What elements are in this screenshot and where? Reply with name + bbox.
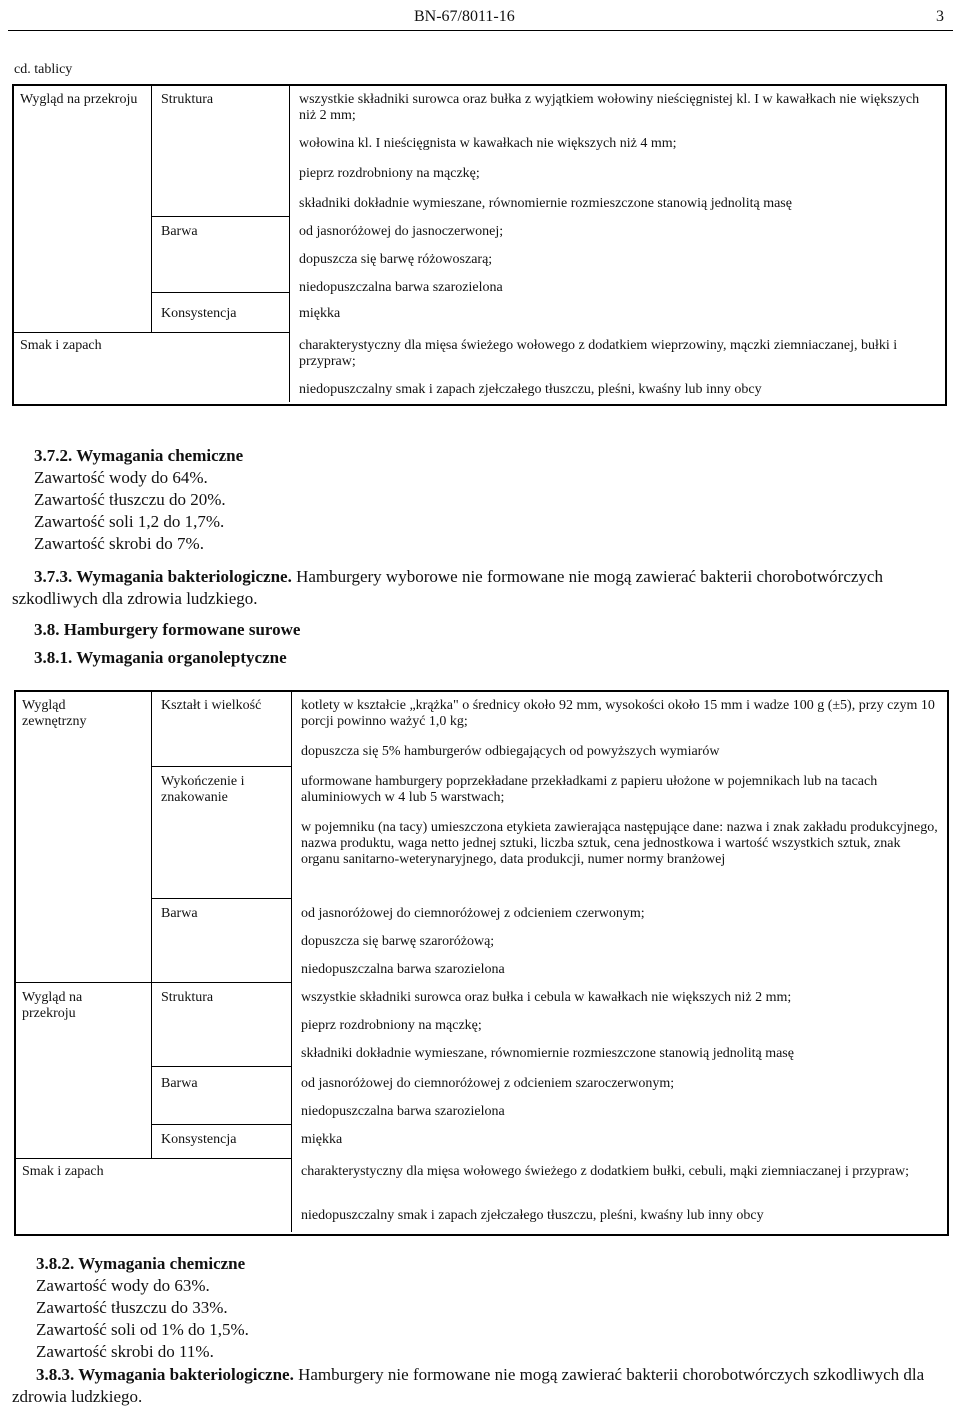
- col-divider: [291, 692, 292, 1232]
- row-label: Smak i zapach: [22, 1164, 104, 1179]
- row-sublabel: Barwa: [161, 224, 198, 239]
- cell-text: niedopuszczalna barwa szarozielona: [301, 1104, 505, 1119]
- section-heading: 3.7.2. Wymagania chemiczne: [34, 446, 244, 465]
- cell-text: niedopuszczalna barwa szarozielona: [301, 962, 505, 977]
- requirement-line: Zawartość tłuszczu do 20%.: [34, 490, 226, 509]
- row-sublabel: Struktura: [161, 990, 214, 1005]
- requirement-line: Zawartość tłuszczu do 33%.: [36, 1298, 228, 1317]
- page-number: 3: [936, 8, 944, 25]
- row-sublabel: Struktura: [161, 92, 214, 107]
- cell-text: charakterystyczny dla mięsa świeżego wołowego z dodatkiem wieprzowiny, mączki ziemniaczanej, bułki i przypraw;: [299, 338, 898, 369]
- cell-text: od jasnoróżowej do ciemnoróżowej z odcieniem czerwonym;: [301, 906, 645, 921]
- row-divider: [151, 1066, 291, 1067]
- col-divider: [289, 86, 290, 402]
- cell-text: wszystkie składniki surowca oraz bułka i cebula w kawałkach nie większych niż 2 mm;: [301, 990, 792, 1005]
- section-text: Hamburgery nie formowane nie mogą zawierać bakterii chorobotwórczych szkodliwych dla zdrowia ludzkiego.: [12, 1365, 925, 1406]
- cell-text: niedopuszczalna barwa szarozielona: [299, 280, 503, 295]
- row-label: Wygląd na przekroju: [22, 990, 83, 1021]
- section-text: Hamburgery wyborowe nie formowane nie mogą zawierać bakterii chorobotwórczych szkodliwych dla zdrowia ludzkiego.: [12, 567, 883, 608]
- row-divider: [151, 766, 291, 767]
- requirement-line: Zawartość skrobi do 11%.: [36, 1342, 214, 1361]
- col-divider: [151, 692, 152, 1158]
- requirement-line: Zawartość skrobi do 7%.: [34, 534, 204, 553]
- requirement-line: Zawartość wody do 64%.: [34, 468, 208, 487]
- cell-text: dopuszcza się 5% hamburgerów odbiegających od powyższych wymiarów: [301, 744, 720, 759]
- row-sublabel: Barwa: [161, 906, 198, 921]
- row-divider: [16, 1158, 291, 1159]
- cell-text: niedopuszczalny smak i zapach zjełczałego tłuszczu, pleśni, kwaśny lub inny obcy: [301, 1208, 764, 1223]
- cell-text: pieprz rozdrobniony na mączkę;: [299, 166, 480, 181]
- section-paragraph: [12, 1364, 948, 1408]
- row-divider: [151, 216, 289, 217]
- col-divider: [151, 86, 152, 332]
- cell-text: od jasnoróżowej do jasnoczerwonej;: [299, 224, 504, 239]
- row-divider: [151, 1124, 291, 1125]
- row-label: Wygląd zewnętrzny: [22, 698, 87, 729]
- row-sublabel: Wykończenie i znakowanie: [161, 774, 245, 805]
- cell-text: od jasnoróżowej do ciemnoróżowej z odcieniem szaroczerwonym;: [301, 1076, 675, 1091]
- cell-text: składniki dokładnie wymieszane, równomiernie rozmieszczone stanowią jednolitą masę: [299, 196, 792, 211]
- requirement-line: Zawartość soli 1,2 do 1,7%.: [34, 512, 225, 531]
- section-paragraph: [12, 566, 948, 610]
- row-sublabel: Konsystencja: [161, 306, 237, 321]
- organoleptic-table: [14, 690, 949, 1236]
- row-sublabel: Barwa: [161, 1076, 198, 1091]
- continuation-label: cd. tablicy: [14, 62, 73, 77]
- cell-text: dopuszcza się barwę różowoszarą;: [299, 252, 493, 267]
- cell-text: wszystkie składniki surowca oraz bułka z wyjątkiem wołowiny nieścięgnistej kl. I w kawałkach nie większych niż 2 mm;: [299, 92, 920, 123]
- row-divider: [14, 332, 289, 333]
- cell-text: uformowane hamburgery poprzekładane przekładkami z papieru ułożone w pojemnikach lub na tacach aluminiowych w 4 lub 5 warstwach;: [301, 774, 878, 805]
- table-continued: [12, 84, 947, 406]
- section-heading: 3.8.1. Wymagania organoleptyczne: [34, 648, 287, 667]
- row-divider: [151, 898, 291, 899]
- cell-text: wołowina kl. I nieścięgnista w kawałkach nie większych niż 4 mm;: [299, 136, 677, 151]
- requirement-line: Zawartość soli od 1% do 1,5%.: [36, 1320, 249, 1339]
- row-label: Wygląd na przekroju: [20, 92, 138, 107]
- section-heading: 3.8. Hamburgery formowane surowe: [34, 620, 301, 639]
- cell-text: kotlety w kształcie „krążka" o średnicy około 92 mm, wysokości około 15 mm i wadze 100 g (±5), przy czym 10 porcji powinno ważyć 1,0 kg;: [301, 698, 935, 729]
- cell-text: w pojemniku (na tacy) umieszczona etykieta zawierająca następujące dane: nazwa i znak zakładu produkcyjnego, nazwa produktu, waga netto jednej sztuki, liczba sztuk, cena jednostkowa i wartość wszystkich sztuk, znak organu sanitarno-weterynaryjnego, data produkcji, numer normy branżowej: [301, 820, 938, 867]
- cell-text: niedopuszczalny smak i zapach zjełczałego tłuszczu, pleśni, kwaśny lub inny obcy: [299, 382, 762, 397]
- section-heading: 3.8.3. Wymagania bakteriologiczne.: [36, 1365, 294, 1384]
- cell-text: składniki dokładnie wymieszane, równomiernie rozmieszczone stanowią jednolitą masę: [301, 1046, 794, 1061]
- section-heading: 3.8.2. Wymagania chemiczne: [36, 1254, 246, 1273]
- document-number: BN-67/8011-16: [414, 8, 515, 25]
- cell-text: miękka: [299, 306, 341, 321]
- row-divider: [16, 982, 291, 983]
- header-rule: [8, 30, 953, 31]
- row-sublabel: Konsystencja: [161, 1132, 237, 1147]
- row-label: Smak i zapach: [20, 338, 102, 353]
- row-divider: [151, 292, 289, 293]
- cell-text: charakterystyczny dla mięsa wołowego świeżego z dodatkiem bułki, cebuli, mąki ziemniaczanej i przypraw;: [301, 1164, 909, 1179]
- row-sublabel: Kształt i wielkość: [161, 698, 262, 713]
- cell-text: dopuszcza się barwę szaroróżową;: [301, 934, 495, 949]
- section-heading: 3.7.3. Wymagania bakteriologiczne.: [34, 567, 292, 586]
- cell-text: pieprz rozdrobniony na mączkę;: [301, 1018, 482, 1033]
- cell-text: miękka: [301, 1132, 343, 1147]
- requirement-line: Zawartość wody do 63%.: [36, 1276, 210, 1295]
